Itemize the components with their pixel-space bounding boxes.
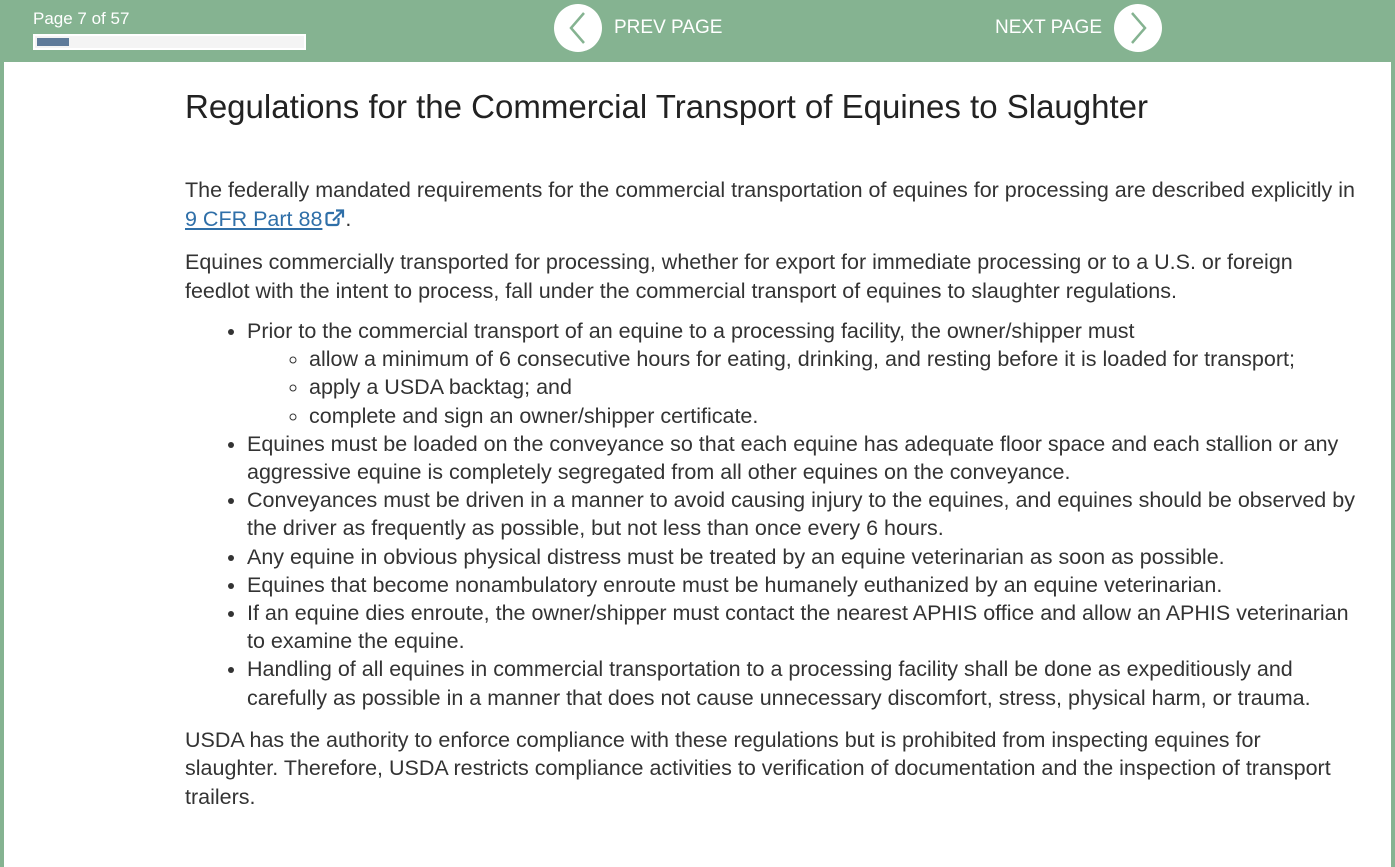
chevron-right-icon[interactable] (1114, 4, 1162, 52)
external-link-icon[interactable] (325, 206, 345, 235)
list-item: • If an equine dies enroute, the owner/shipper must contact the nearest APHIS office and allow an APHIS veterinarian to examine the equine. (247, 599, 1355, 655)
chevron-left-icon[interactable] (554, 4, 602, 52)
next-page-label[interactable]: NEXT PAGE (995, 17, 1102, 38)
intro-text: The federally mandated requirements for the commercial transportation of equines for processing are described explicitly in (185, 178, 1355, 202)
scope-paragraph: Equines commercially transported for processing, whether for export for immediate processing or to a U.S. or foreign feedlot with the intent to process, fall under the commercial transport of equines to slaughter regulations. (185, 250, 1293, 303)
page-title: Regulations for the Commercial Transport of Equines to Slaughter (185, 88, 1148, 125)
prev-page-label[interactable]: PREV PAGE (614, 17, 723, 38)
progress-bar (33, 34, 306, 50)
list-item-text: Prior to the commercial transport of an equine to a processing facility, the owner/shipper must (247, 319, 1135, 343)
intro-paragraph (185, 176, 1355, 234)
top-nav-bar (0, 0, 1395, 62)
cfr-link[interactable] (185, 207, 322, 231)
prev-page-button[interactable] (554, 3, 722, 53)
sub-list (247, 345, 1355, 430)
page-indicator: Page 7 of 57 (33, 9, 130, 28)
list-item: • Equines that become nonambulatory enroute must be humanely euthanized by an equine veterinarian. (247, 571, 1355, 599)
cfr-link-text[interactable]: 9 CFR Part 88 (185, 206, 323, 231)
enforcement-paragraph: USDA has the authority to enforce compliance with these regulations but is prohibited from inspecting equines for slaughter. Therefore, USDA restricts compliance activities to verification of documentation and the inspection of transport trailers. (185, 727, 1331, 809)
content-pane[interactable] (4, 62, 1391, 867)
progress-bar-fill (37, 38, 69, 46)
sub-list-item: ◦ allow a minimum of 6 consecutive hours for eating, drinking, and resting before it is loaded for transport; (309, 345, 1355, 373)
list-item: • Any equine in obvious physical distress must be treated by an equine veterinarian as soon as possible. (247, 543, 1355, 571)
requirements-list (185, 317, 1355, 712)
list-item: • Equines must be loaded on the conveyance so that each equine has adequate floor space and each stallion or any aggressive equine is completely segregated from all other equines on the conveyance. (247, 430, 1355, 486)
sub-list-item: ◦ apply a USDA backtag; and (309, 373, 1355, 401)
next-page-button[interactable] (995, 3, 1162, 53)
list-item (247, 317, 1355, 430)
list-item: • Conveyances must be driven in a manner to avoid causing injury to the equines, and equines should be observed by the driver as frequently as possible, but not less than once every 6 hours. (247, 486, 1355, 542)
sub-list-item: ◦ complete and sign an owner/shipper certificate. (309, 402, 1355, 430)
article (185, 62, 1355, 811)
intro-end: . (345, 206, 352, 231)
list-item: • Handling of all equines in commercial transportation to a processing facility shall be done as expeditiously and carefully as possible in a manner that does not cause unnecessary discomfort, stress, physical harm, or trauma. (247, 655, 1355, 711)
